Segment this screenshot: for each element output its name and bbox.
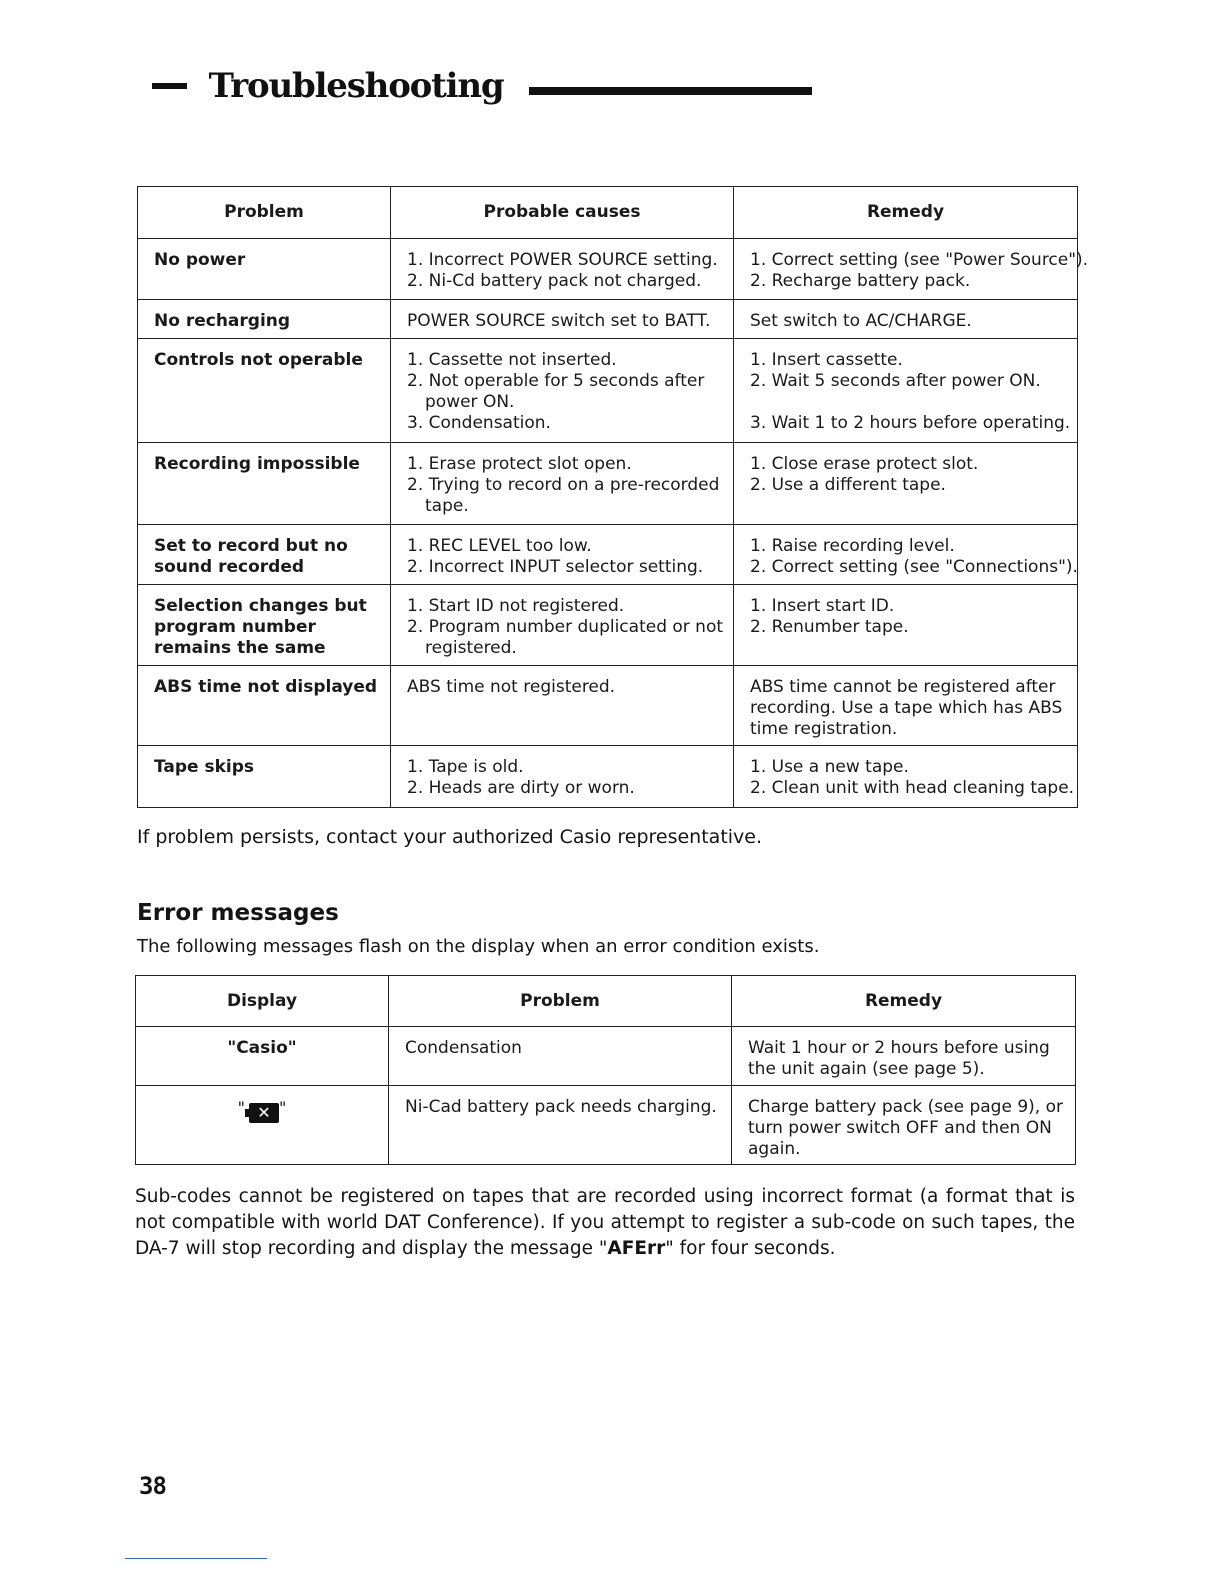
remedy-line: 2. Clean unit with head cleaning tape. [750,778,1075,798]
remedy-line: 1. Insert cassette. [750,350,903,370]
quote-close: " [279,1098,287,1117]
table-row [138,443,1078,525]
remedy-cell [732,1086,1076,1165]
error-code: AFErr [607,1238,666,1259]
remedy-line: 2. Recharge battery pack. [750,271,971,291]
table-row [138,525,1078,585]
causes-cell [391,300,734,339]
cause-line: 1. Erase protect slot open. [407,454,632,474]
page-title: Troubleshooting [208,66,504,106]
error-messages-heading: Error messages [137,900,339,926]
table-row [138,585,1078,666]
quote-open: " [237,1098,245,1117]
table-row [138,300,1078,339]
cause-line: 2. Ni-Cd battery pack not charged. [407,271,702,291]
subcode-note-tail: " for four seconds. [665,1238,836,1259]
persist-note: If problem persists, contact your authorized Casio representative. [137,826,763,848]
causes-cell [391,666,734,746]
problem-cell: ABS time not displayed [138,666,391,746]
cause-line: 2. Program number duplicated or not registered. [407,617,724,658]
causes-cell [391,339,734,443]
table-header-row [138,187,1078,239]
column-header-display: Display [136,976,389,1027]
remedy-cell [734,339,1078,443]
column-header-causes: Probable causes [391,187,734,239]
causes-cell [391,585,734,666]
title-rule-right [529,87,812,95]
cause-line: 2. Incorrect INPUT selector setting. [407,557,704,577]
table-row [138,339,1078,443]
problem-cell: Recording impossible [138,443,391,525]
display-cell [136,1086,389,1165]
cause-line: 3. Condensation. [407,413,551,433]
remedy-cell [734,525,1078,585]
cause-line: 1. Tape is old. [407,757,524,777]
remedy-cell [734,585,1078,666]
table-row [138,666,1078,746]
table-row [138,746,1078,808]
table-row [136,1027,1076,1086]
remedy-line: 1. Raise recording level. [750,536,955,556]
cause-line: ABS time not registered. [407,677,616,697]
battery-empty-icon [245,1103,279,1123]
problem-cell: Controls not operable [138,339,391,443]
remedy-cell [734,666,1078,746]
column-header-problem: Problem [138,187,391,239]
display-cell: "Casio" [136,1027,389,1086]
cause-line: 1. Start ID not registered. [407,596,625,616]
problem-cell: No recharging [138,300,391,339]
causes-cell [391,443,734,525]
causes-cell [391,239,734,300]
problem-cell: Tape skips [138,746,391,808]
page-header [152,66,812,106]
spacer [750,392,1069,413]
problem-cell: Condensation [389,1027,732,1086]
cause-line: 1. Cassette not inserted. [407,350,617,370]
battery-cross: ✕ [257,1103,271,1122]
remedy-line: 1. Correct setting (see "Power Source"). [750,250,1089,270]
problem-cell: Ni-Cad battery pack needs charging. [389,1086,732,1165]
remedy-line: 2. Correct setting (see "Connections"). [750,557,1078,577]
remedy-line: 2. Renumber tape. [750,617,909,637]
remedy-line: Wait 1 hour or 2 hours before using the unit again (see page 5). [748,1038,1050,1079]
column-header-remedy: Remedy [734,187,1078,239]
remedy-cell [732,1027,1076,1086]
remedy-line: 1. Close erase protect slot. [750,454,979,474]
remedy-line: Charge battery pack (see page 9), or turn power switch OFF and then ON again. [748,1097,1063,1159]
remedy-line: 2. Use a different tape. [750,475,946,495]
remedy-line: 1. Use a new tape. [750,757,909,777]
troubleshooting-table [137,186,1089,808]
table-row [136,1086,1076,1165]
remedy-cell [734,239,1089,300]
subcode-note-text: Sub-codes cannot be registered on tapes that are recorded using incorrect format (a format that is not compatible with world DAT Conference). If you attempt to register a sub-code on such tapes, the DA-7 will stop recording and display the message " [135,1186,1075,1259]
problem-cell: No power [138,239,391,300]
cause-line: 1. Incorrect POWER SOURCE setting. [407,250,718,270]
page-number: 38 [139,1472,166,1500]
cause-line: 1. REC LEVEL too low. [407,536,592,556]
error-messages-table [135,975,1076,1165]
causes-cell [391,746,734,808]
problem-cell: Set to record but no sound recorded [138,525,391,585]
table-row [138,239,1078,300]
remedy-line: 1. Insert start ID. [750,596,895,616]
error-messages-intro: The following messages flash on the display when an error condition exists. [137,936,820,957]
remedy-cell [734,746,1078,808]
remedy-line: ABS time cannot be registered after recording. Use a tape which has ABS time registration. [750,677,1063,739]
remedy-line: 3. Wait 1 to 2 hours before operating. [750,413,1071,433]
problem-cell: Selection changes but program number remains the same [138,585,391,666]
remedy-cell [734,300,1078,339]
causes-cell [391,525,734,585]
column-header-problem: Problem [389,976,732,1027]
cause-line: 2. Not operable for 5 seconds after power ON. [407,371,705,412]
cause-line: POWER SOURCE switch set to BATT. [407,311,711,331]
column-header-remedy: Remedy [732,976,1076,1027]
title-rule-left [152,83,187,89]
table-header-row [136,976,1076,1027]
cause-line: 2. Trying to record on a pre-recorded tape. [407,475,720,516]
cause-line: 2. Heads are dirty or worn. [407,778,635,798]
remedy-line: 2. Wait 5 seconds after power ON. [750,371,1041,391]
remedy-cell [734,443,1078,525]
remedy-line: Set switch to AC/CHARGE. [750,311,972,331]
subcode-note [135,1184,1075,1262]
footer-rule [125,1558,267,1559]
